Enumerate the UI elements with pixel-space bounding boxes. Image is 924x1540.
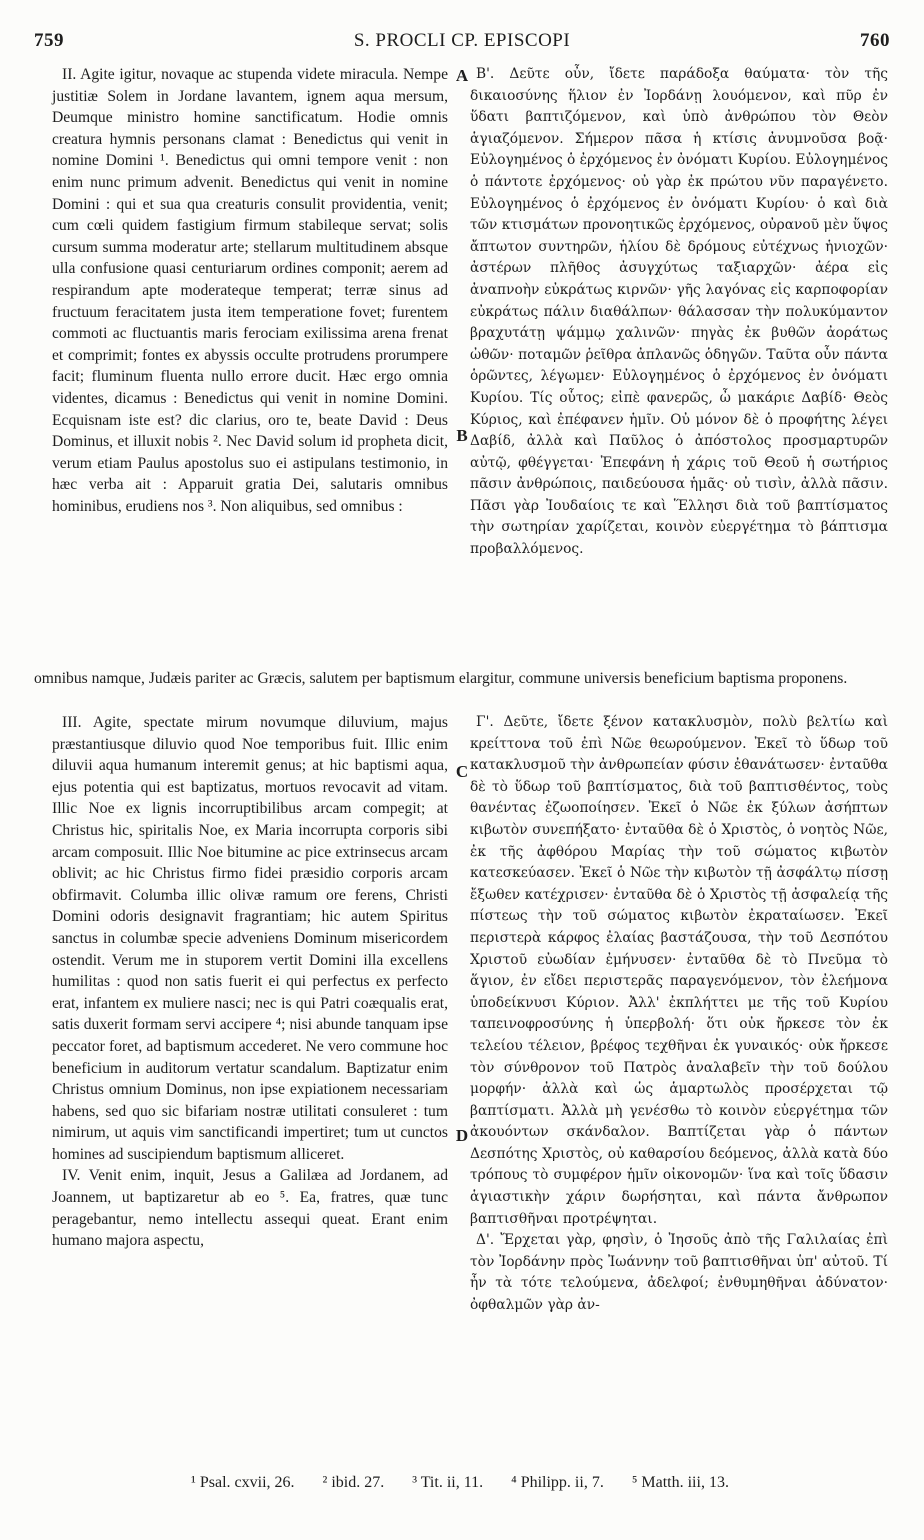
margin-marker-d: D bbox=[455, 1126, 469, 1145]
latin-section-3: III. Agite, spectate mirum novumque diluvium, majus præstantiusque diluvio quod Noe temporibus fuit. Illic enim diluvii aqua humanum interemit genus; at hic baptismi aqua, ejus potentia qui est baptizatus, mortuos revocavit ad vitam. Illic Noe ex lignis incorruptibilibus arcam compegit; at Christus hic, spiritalis Noe, ex Maria incorrupta corporis sibi arcam composuit. Illic Noe bitumine ac pice extrinsecus arcam oblivit; ac hic Christus firmo fidei præsidio corporis arcam obfirmavit. Columba illic olivæ ramum ore ferens, Christi Domini odoris designavit fragrantiam; hic autem Spiritus sanctus in columbæ specie adveniens Dominum misericordem ostendit. Verum me in stuporem vertit Domini illa excellens humilitas : quod non satis fuerit ei qui perfectus ex perfecto erat, infantem ex muliere nasci; nec is qui Patri coæqualis erat, satis duxerit formam servi accipere ⁴; nisi abunde tanquam ipse peccator foret, ad baptismum accederet. Ne vero commune hoc beneficium in auditorum vertatur scandalum. Baptizatur enim Christus omnium Dominus, non ipse expiationem necessariam habens, sed quo sic bifariam nostræ utilitati consuleret : tum nimirum, ut aquis vim sanctificandi impertiret; tum ut cunctos homines ad suscipiendum baptismum alliceret. bbox=[52, 714, 448, 1163]
footnote: ⁴ Philipp. ii, 7. bbox=[511, 1474, 604, 1491]
left-page-number: 759 bbox=[34, 30, 64, 51]
margin-marker-a: A bbox=[455, 66, 469, 85]
greek-section-4: Δ'. Ἔρχεται γὰρ, φησὶν, ὁ Ἰησοῦς ἀπὸ τῆς Γαλιλαίας ἐπὶ τὸν Ἰορδάνην πρὸς Ἰωάννην τοῦ βαπτισθῆναι ὑπ' αὐτοῦ. Τί ἦν τὰ τότε τελούμενα, ἀδελφοί; ἐνθυμηθῆναι ἀδύνατον· ὀφθαλμῶν γὰρ ἀν- bbox=[470, 1232, 888, 1314]
running-title: S. PROCLI CP. EPISCOPI bbox=[353, 30, 571, 51]
footnotes bbox=[60, 1474, 860, 1498]
footnote: ² ibid. 27. bbox=[322, 1474, 385, 1491]
footnote: ³ Tit. ii, 11. bbox=[412, 1474, 484, 1491]
margin-marker-c: C bbox=[455, 762, 469, 781]
greek-section-2: Β'. Δεῦτε οὖν, ἴδετε παράδοξα θαύματα· τὸν τῆς δικαιοσύνης ἥλιον ἐν Ἰορδάνῃ λουόμενον, καὶ πῦρ ἐν ὕδατι βαπτιζόμενον, καὶ ὑπὸ ἀνθρώπου τὸν Θεὸν ἁγιαζόμενον. Σήμερον πᾶσα ἡ κτίσις ἀνυμνοῦσα βοᾷ· Εὐλογημένος ὁ ἐρχόμενος ἐν ὀνόματι Κυρίου. Εὐλογημένος ὁ πάντοτε ἐρχόμενος· οὐ γὰρ ἐκ πρώτου νῦν παραγένετο. Εὐλογημένος ὁ ἐρχόμενος ἐν ὀνόματι Κυρίου· ὁ καὶ διὰ τῶν κτισμάτων προνοητικῶς ἐρχόμενος, οὐρανοῦ μὲν ὕψος ἄπτωτον συντηρῶν, ἡλίου δὲ δρόμους εὐτέχνως ἡνιοχῶν· ἀστέρων πλῆθος ἀσυγχύτως ταξιαρχῶν· ἀέρα εἰς ἀναπνοὴν εὐκράτως κιρνῶν· γῆς λαγόνας εἰς καρποφορίαν εὐκράτως πάλιν διαθάλπων· θάλασσαν τὴν πολυκύμαντον βραχυτάτῃ ψάμμῳ χαλινῶν· πηγὰς ἐκ βυθῶν ἀοράτως ὠθῶν· ποταμῶν ῥεῖθρα ἀπλανῶς ὁδηγῶν. Ταῦτα οὖν πάντα ὁρῶντες, λέγωμεν· Εὐλογημένος ὁ ἐρχόμενος ἐν ὀνόματι Κυρίου. Τίς οὗτος; εἰπὲ φανερῶς, ὦ μακάριε Δαβίδ· Θεὸς Κύριος, καὶ ἐπέφανεν ἡμῖν. Οὐ μόνον δὲ ὁ προφήτης λέγει Δαβίδ, ἀλλὰ καὶ Παῦλος ὁ ἀπόστολος προσμαρτυρῶν αὐτῷ, φθέγγεται· Ἐπεφάνη ἡ χάρις τοῦ Θεοῦ ἡ σωτήριος πᾶσιν ἀνθρώποις, παιδεύουσα ἡμᾶς· οὐ τισὶν, ἀλλὰ πᾶσιν. Πᾶσι γὰρ Ἰουδαίοις τε καὶ Ἕλλησι διὰ τοῦ βαπτίσματος τὴν σωτηρίαν χαρίζεται, κοινὸν εὐεργέτημα τὸ βάπτισμα προβαλλόμενος. bbox=[470, 66, 888, 558]
greek-section-3: Γ'. Δεῦτε, ἴδετε ξένον κατακλυσμὸν, πολὺ βελτίω καὶ κρείττονα τοῦ ἐπὶ Νῶε θεωρούμενον. Ἐκεῖ τὸ ὕδωρ τοῦ κατακλυσμοῦ τὴν ἀνθρωπείαν φύσιν ἐθανάτωσεν· ἐνταῦθα δὲ τὸ ὕδωρ τοῦ βαπτίσματος, διὰ τοῦ βαπτισθέντος, τοὺς θανέντας ἐζωοποίησεν. Ἐκεῖ ὁ Νῶε ἐκ ξύλων ἀσήπτων κιβωτὸν συνεπήξατο· ἐνταῦθα δὲ ὁ Χριστὸς, ὁ νοητὸς Νῶε, ἐκ τῆς ἀφθόρου Μαρίας τὴν τοῦ σώματος κιβωτὸν κατεσκεύασεν. Ἐκεῖ ὁ Νῶε τὴν κιβωτὸν τῇ ἀσφάλτῳ πίσσῃ ἔξωθεν κατέχρισεν· ἐνταῦθα δὲ ὁ Χριστὸς τῇ ἀσφαλείᾳ τῆς πίστεως τὴν τοῦ σώματος κιβωτὸν ἐκραταίωσεν. Ἐκεῖ περιστερὰ κάρφος ἐλαίας βαστάζουσα, τὴν τοῦ Δεσπότου Χριστοῦ εὐωδίαν ἐμήνυσεν· ἐνταῦθα δὲ τὸ Πνεῦμα τὸ ἅγιον, ἐν εἴδει περιστερᾶς παραγενόμενον, τὸν ἐλεήμονα ὑποδείκνυσι Κύριον. Ἀλλ' ἐκπλήττει με τῆς τοῦ Κυρίου ταπεινοφροσύνης ἡ ὑπερβολή· ὅτι οὐκ ἤρκεσε τὸν ἐκ τελείου τέλειον, βρέφος τεχθῆναι ἐκ γυναικός· οὐκ ἤρκεσε τὸν σύνθρονον τοῦ Πατρὸς ἀναλαβεῖν τὴν τοῦ δούλου μορφήν· ἀλλὰ καὶ ὡς ἁμαρτωλὸς προσέρχεται τῷ βαπτίσματι. Ἀλλὰ μὴ γενέσθω τὸ κοινὸν εὐεργέτημα τῶν ἀκουόντων σκάνδαλον. Βαπτίζεται γὰρ ὁ πάντων Δεσπότης Χριστὸς, οὐ καθαρσίου δεόμενος, ἀλλὰ κατὰ δύο τρόπους τὸ συμφέρον ἡμῖν οἰκονομῶν· ἵνα καὶ τοῖς ὕδασιν ἁγιαστικὴν χάριν δωρήσηται, καὶ πάντα ἄνθρωπον βαπτισθῆναι προτρέψηται. bbox=[470, 714, 888, 1227]
footnote: ¹ Psal. cxvii, 26. bbox=[191, 1474, 295, 1491]
greek-column-bottom bbox=[470, 712, 888, 1317]
footnote: ⁵ Matth. iii, 13. bbox=[631, 1474, 729, 1491]
greek-column-top bbox=[470, 64, 888, 561]
spanning-line: omnibus namque, Judæis pariter ac Græcis, salutem per baptismum elargitur, commune universis beneficium baptisma proponens. bbox=[34, 670, 848, 687]
latin-column-bottom bbox=[52, 712, 448, 1252]
margin-marker-b: B bbox=[456, 426, 468, 445]
latin-column-top bbox=[52, 64, 448, 517]
latin-section-4: IV. Venit enim, inquit, Jesus a Galilæa ad Jordanem, ad Joannem, ut baptizaretur ab eo ⁵. Ea, fratres, quæ tunc peragebantur, nemo intellectu assequi queat. Erant enim humano majora aspectu, bbox=[52, 1167, 448, 1250]
latin-section-2: II. Agite igitur, novaque ac stupenda videte miracula. Nempe justitiæ Solem in Jordane lavantem, ignem aqua mersum, Deumque ministro homine sanctificatum. Hodie omnis creatura hymnis personans clamat : Benedictus qui venit in nomine Domini ¹. Benedictus qui omni tempore venit : non enim nunc primum advenit. Benedictus qui venit in nomine Domini : qui et sua qua creaturis consulit providentia, venit; cum cœli quidem fastigium firmum stabileque servat; solis cursum summa moderatur arte; stellarum multitudinem absque ulla confusione quasi centuriarum ordines componit; aerem ad respirandum apte moderateque temperat; terræ sinus ad fructuum feracitatem justa item temperatione fovet; furentem commoti ac fluctuantis maris ferociam exilissima arena frenat et comprimit; fontes ex abyssis occulte protrudens prorumpere facit; fluminum fluenta nullo errore ducit. Hæc ergo omnia videntes, dicamus : Benedictus qui venit in nomine Domini. Ecquisnam iste est? dic clarius, oro te, beate David : Deus Dominus, et illuxit nobis ². Nec David solum id propheta dicit, verum etiam Paulus apostolus suo ei astipulans testimonio, in hæc verba ait : Apparuit gratia Dei, salutaris omnibus hominibus, erudiens nos ³. Non aliquibus, sed omnibus : bbox=[52, 66, 448, 515]
running-header bbox=[34, 30, 890, 56]
right-page-number: 760 bbox=[860, 30, 890, 51]
